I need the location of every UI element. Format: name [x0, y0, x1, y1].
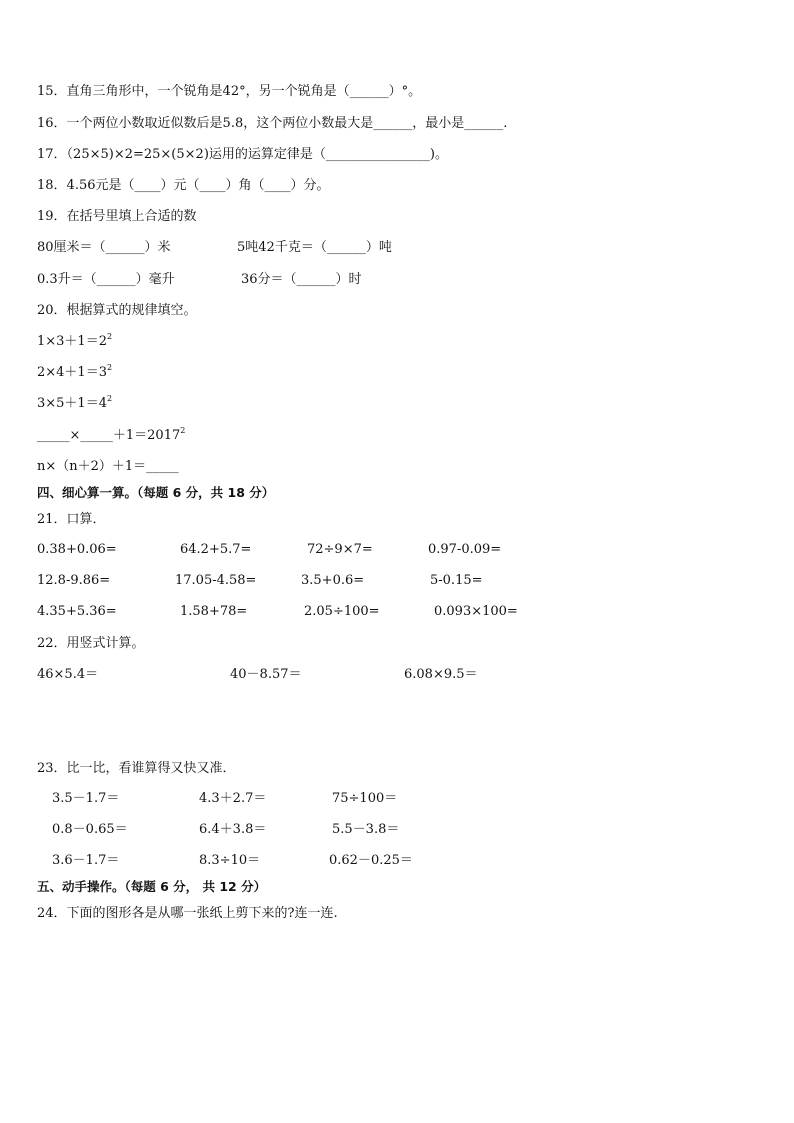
oral-calc-item: 4.35+5.36=: [37, 604, 117, 619]
vertical-calc-item: 6.08×9.5＝: [404, 667, 478, 682]
question-16: 16．一个两位小数取近似数后是5.8，这个两位小数最大是______，最小是______.: [37, 116, 508, 131]
question-22-title: 22．用竖式计算。: [37, 636, 145, 651]
compare-calc-item: 75÷100＝: [332, 791, 398, 806]
q19-item: 80厘米＝（______）米: [37, 240, 171, 255]
pattern-line: $2\times 4+1=3^2$: [37, 363, 113, 380]
oral-calc-item: 3.5+0.6=: [301, 573, 365, 588]
compare-calc-item: 4.3＋2.7＝: [199, 791, 267, 806]
question-17: 17．（25×5)×2=25×(5×2)运用的运算定律是（________________)。: [37, 147, 448, 162]
oral-calc-item: 72÷9×7=: [307, 542, 373, 557]
oral-calc-item: 17.05-4.58=: [175, 573, 257, 588]
question-21-title: 21．口算．: [37, 512, 106, 527]
compare-calc-item: 5.5－3.8＝: [332, 822, 400, 837]
pattern-line: $\_\_\_\_\_\times\_\_\_\_\_+1=2017^2$: [37, 426, 186, 443]
question-24: 24．下面的图形各是从哪一张纸上剪下来的?连一连.: [37, 906, 338, 921]
oral-calc-item: 2.05÷100=: [304, 604, 380, 619]
oral-calc-item: 0.38+0.06=: [37, 542, 117, 557]
question-15: 15．直角三角形中，一个锐角是42°，另一个锐角是（______）°。: [37, 84, 422, 99]
oral-calc-item: 1.58+78=: [180, 604, 248, 619]
q19-item: 36分＝（______）时: [241, 272, 362, 287]
question-23-title: 23．比一比，看谁算得又快又准．: [37, 761, 236, 776]
compare-calc-item: 6.4＋3.8＝: [199, 822, 267, 837]
q19-item: 0.3升＝（______）毫升: [37, 272, 175, 287]
compare-calc-item: 0.62－0.25＝: [329, 853, 413, 868]
question-18: 18．4.56元是（____）元（____）角（____）分。: [37, 178, 330, 193]
oral-calc-item: 0.093×100=: [434, 604, 518, 619]
section-5-heading: 五、动手操作。（每题 6 分， 共 12 分）: [37, 879, 267, 894]
oral-calc-item: 5-0.15=: [430, 573, 483, 588]
question-20-title: 20．根据算式的规律填空。: [37, 303, 197, 318]
oral-calc-item: 0.97-0.09=: [428, 542, 502, 557]
pattern-line: n×（n＋2）＋1＝_____: [37, 459, 179, 474]
pattern-line: $1\times 3+1=2^2$: [37, 332, 113, 349]
compare-calc-item: 8.3÷10＝: [199, 853, 261, 868]
section-4-heading: 四、细心算一算。（每题 6 分，共 18 分）: [37, 485, 275, 500]
compare-calc-item: 3.6－1.7＝: [52, 853, 120, 868]
question-19-title: 19．在括号里填上合适的数: [37, 209, 197, 224]
compare-calc-item: 0.8－0.65＝: [52, 822, 128, 837]
pattern-line: $3\times 5+1=4^2$: [37, 394, 113, 411]
vertical-calc-item: 46×5.4＝: [37, 667, 99, 682]
compare-calc-item: 3.5－1.7＝: [52, 791, 120, 806]
oral-calc-item: 12.8-9.86=: [37, 573, 111, 588]
q19-item: 5吨42千克＝（______）吨: [237, 240, 392, 255]
vertical-calc-item: 40－8.57＝: [230, 667, 302, 682]
oral-calc-item: 64.2+5.7=: [180, 542, 252, 557]
